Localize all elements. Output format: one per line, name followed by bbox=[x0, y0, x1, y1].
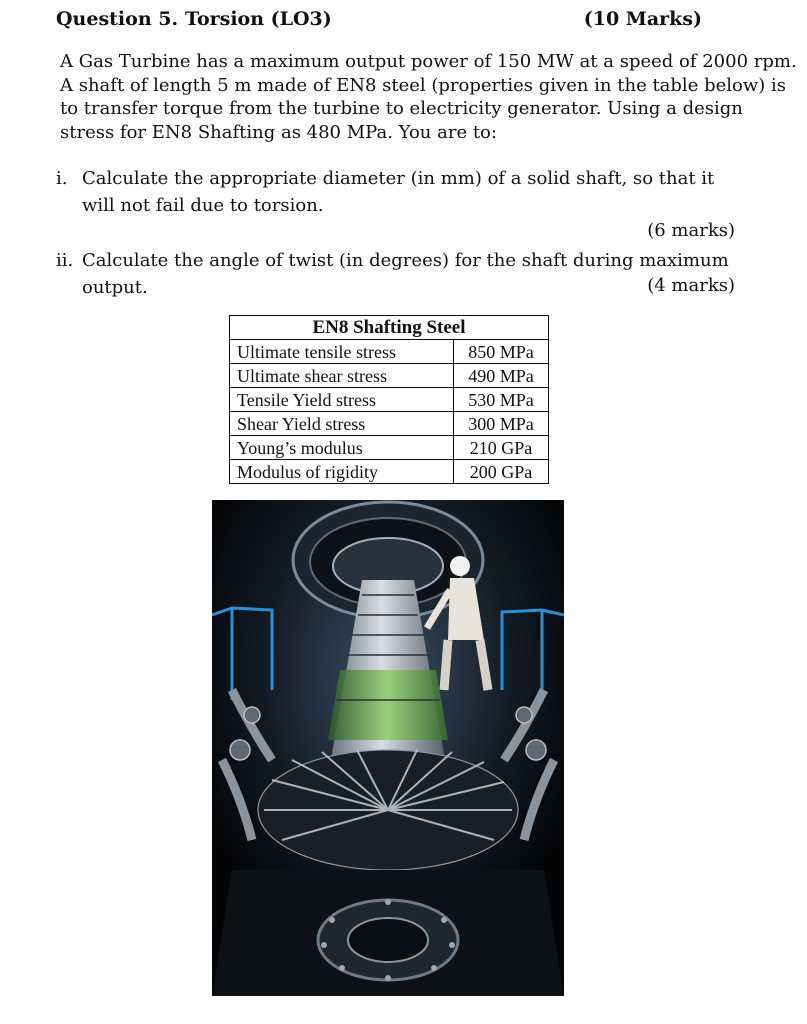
material-properties-table bbox=[229, 315, 549, 484]
property-value: 530 MPa bbox=[454, 388, 549, 412]
property-value: 490 MPa bbox=[454, 364, 549, 388]
table-row bbox=[230, 364, 549, 388]
property-name: Modulus of rigidity bbox=[230, 460, 454, 484]
property-value: 200 GPa bbox=[454, 460, 549, 484]
table-row bbox=[230, 412, 549, 436]
property-name: Tensile Yield stress bbox=[230, 388, 454, 412]
question-heading bbox=[56, 8, 746, 34]
statement-line: A Gas Turbine has a maximum output power of 150 MW at a speed of 2000 rpm. bbox=[60, 51, 797, 72]
statement-line: A shaft of length 5 m made of EN8 steel (properties given in the table below) is bbox=[60, 74, 786, 96]
question-topic: Torsion (LO3) bbox=[185, 8, 332, 30]
problem-statement bbox=[60, 50, 797, 144]
property-value: 850 MPa bbox=[454, 340, 549, 364]
statement-line: stress for EN8 Shafting as 480 MPa. You are to: bbox=[60, 121, 497, 143]
property-name: Ultimate shear stress bbox=[230, 364, 454, 388]
task-text: Calculate the angle of twist (in degrees) for the shaft during maximum output. bbox=[82, 250, 729, 298]
table-title: EN8 Shafting Steel bbox=[230, 316, 549, 340]
question-total-marks: (10 Marks) bbox=[583, 8, 702, 30]
task-numeral: i. bbox=[56, 168, 68, 189]
table-row bbox=[230, 340, 549, 364]
statement-line: to transfer torque from the turbine to electricity generator. Using a design bbox=[60, 98, 743, 119]
task-text: Calculate the appropriate diameter (in mm) of a solid shaft, so that it will not fail due to torsion. bbox=[82, 168, 715, 216]
table-row bbox=[230, 460, 549, 484]
property-value: 210 GPa bbox=[454, 436, 549, 460]
property-name: Young’s modulus bbox=[230, 436, 454, 460]
task-numeral: ii. bbox=[56, 250, 74, 271]
task-ii-marks: (4 marks) bbox=[647, 275, 735, 296]
gas-turbine-illustration bbox=[212, 500, 564, 996]
question-number: Question 5. bbox=[56, 8, 179, 30]
task-i-marks: (6 marks) bbox=[647, 220, 735, 241]
table-header-row bbox=[230, 316, 549, 340]
gas-turbine-photo bbox=[212, 500, 564, 996]
table-row bbox=[230, 388, 549, 412]
table-row bbox=[230, 436, 549, 460]
property-value: 300 MPa bbox=[454, 412, 549, 436]
property-name: Shear Yield stress bbox=[230, 412, 454, 436]
property-name: Ultimate tensile stress bbox=[230, 340, 454, 364]
